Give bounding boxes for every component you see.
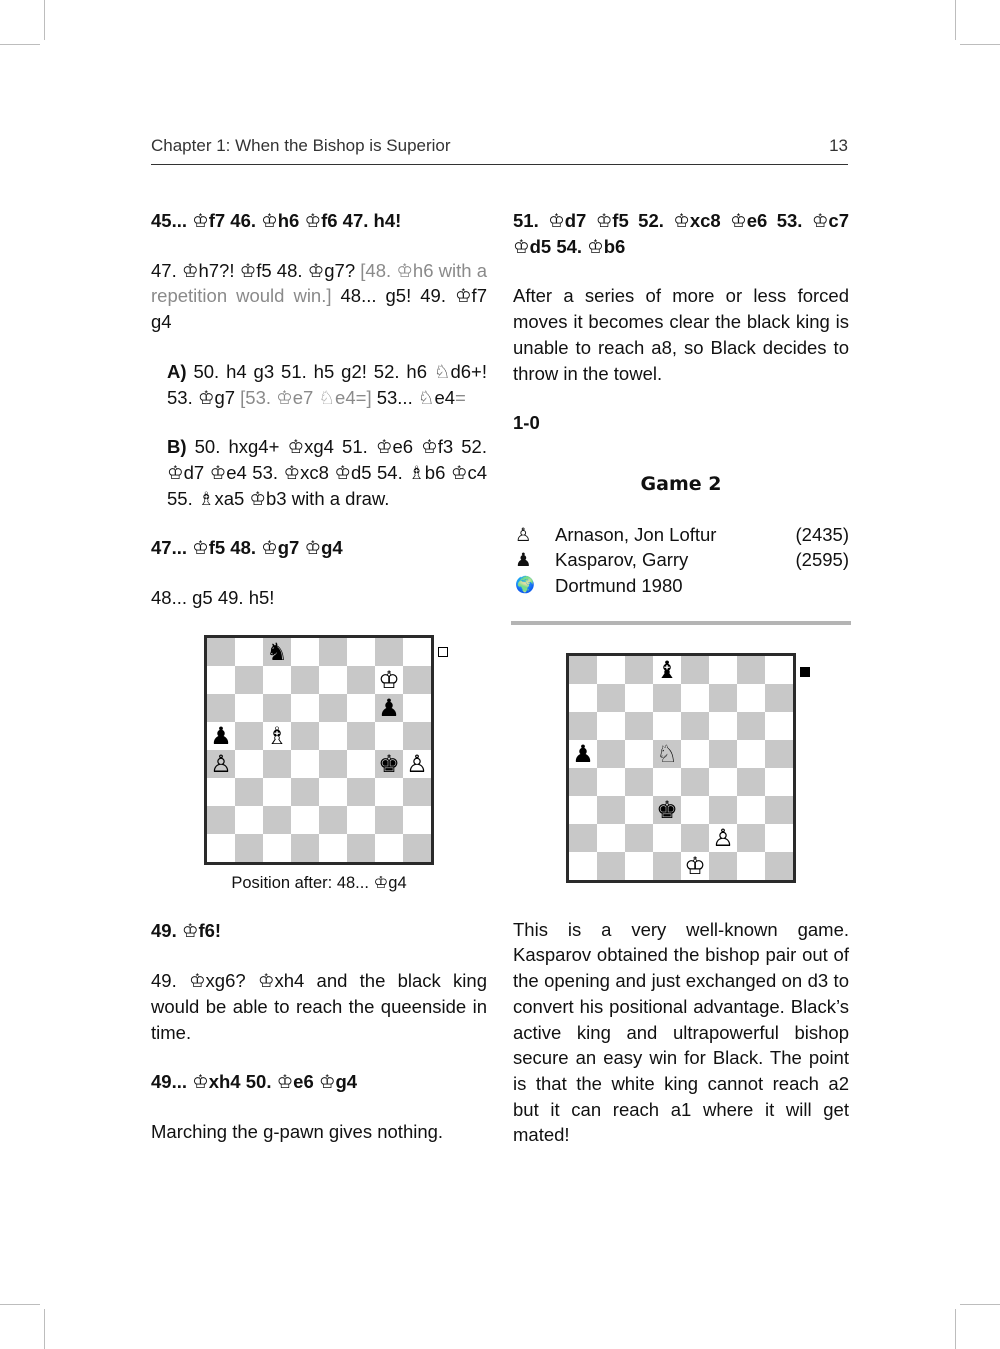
square-e5 <box>319 722 347 750</box>
square-b8 <box>235 638 263 666</box>
square-b4 <box>597 768 625 796</box>
square-g4 <box>737 768 765 796</box>
square-f7 <box>709 684 737 712</box>
square-g6 <box>737 712 765 740</box>
square-d6 <box>291 694 319 722</box>
square-e6 <box>319 694 347 722</box>
square-a1 <box>207 834 235 862</box>
player-rating: (2435) <box>795 523 849 545</box>
square-g1 <box>375 834 403 862</box>
square-g7 <box>375 666 403 694</box>
square-d5 <box>291 722 319 750</box>
chess-piece-icon: ♙ <box>210 749 232 778</box>
chess-piece-icon: ♝ <box>656 655 678 684</box>
square-c2 <box>625 824 653 852</box>
separator-rule <box>511 621 851 625</box>
crop-mark <box>0 44 40 45</box>
square-g5 <box>737 740 765 768</box>
chess-piece-icon: ♟ <box>210 721 232 750</box>
square-e1 <box>681 852 709 880</box>
square-c3 <box>625 796 653 824</box>
square-g3 <box>737 796 765 824</box>
crop-mark <box>955 1309 956 1349</box>
square-a8 <box>569 656 597 684</box>
move-line: 47... ♔f5 48. ♔g7 ♔g4 <box>151 537 343 559</box>
square-e3 <box>319 778 347 806</box>
square-c1 <box>625 852 653 880</box>
variation-label: B) <box>167 436 187 458</box>
variation-a: A) 50. h4 g3 51. h5 g2! 52. h6 ♘d6+! 53. ♔g7 [53. ♔e7 ♘e4=] 53... ♘e4= <box>167 360 487 408</box>
square-b3 <box>597 796 625 824</box>
player-name: Arnason, Jon Loftur <box>555 523 717 545</box>
move-line: 49... ♔xh4 50. ♔e6 ♔g4 <box>151 1071 358 1093</box>
chess-piece-icon: ♗ <box>266 721 288 750</box>
crop-mark <box>44 1309 45 1349</box>
chess-piece-icon: ♚ <box>656 795 678 824</box>
square-g3 <box>375 778 403 806</box>
crop-mark <box>960 1304 1000 1305</box>
square-h5 <box>765 740 793 768</box>
square-e5 <box>681 740 709 768</box>
square-g2 <box>737 824 765 852</box>
square-b5 <box>235 722 263 750</box>
square-e7 <box>319 666 347 694</box>
square-b7 <box>597 684 625 712</box>
square-e4 <box>319 750 347 778</box>
square-d3 <box>653 796 681 824</box>
square-e1 <box>319 834 347 862</box>
black-to-move-marker <box>800 667 810 677</box>
square-f7 <box>347 666 375 694</box>
square-f5 <box>347 722 375 750</box>
square-e4 <box>681 768 709 796</box>
right-column <box>513 208 849 1172</box>
square-a1 <box>569 852 597 880</box>
square-a5 <box>569 740 597 768</box>
chess-piece-icon: ♙ <box>406 749 428 778</box>
square-b3 <box>235 778 263 806</box>
square-a6 <box>207 694 235 722</box>
commentary-paragraph: This is a very well-known game. Kasparov obtained the bishop pair out of the opening and just exchanged on d3 to convert his positional advantage. Black’s active king and ultrapowerful bishop secure an easy win for Black. The point is that the white king cannot reach a2 but it can reach a1 where it will get mated! <box>513 918 849 1146</box>
square-a2 <box>207 806 235 834</box>
square-a3 <box>569 796 597 824</box>
square-c2 <box>263 806 291 834</box>
diagram-caption: Position after: 48... ♔g4 <box>231 873 407 892</box>
square-h6 <box>403 694 431 722</box>
square-c8 <box>625 656 653 684</box>
square-b5 <box>597 740 625 768</box>
square-h2 <box>403 806 431 834</box>
chess-piece-icon: ♞ <box>266 637 288 666</box>
left-column <box>151 208 487 1169</box>
square-e3 <box>681 796 709 824</box>
square-f8 <box>347 638 375 666</box>
crop-mark <box>960 44 1000 45</box>
square-e8 <box>319 638 347 666</box>
square-d1 <box>291 834 319 862</box>
square-f5 <box>709 740 737 768</box>
square-d8 <box>291 638 319 666</box>
square-d2 <box>291 806 319 834</box>
square-c4 <box>263 750 291 778</box>
square-h1 <box>765 852 793 880</box>
move-line: 45... ♔f7 46. ♔h6 ♔f6 47. h4! <box>151 210 402 231</box>
square-f6 <box>709 712 737 740</box>
square-c5 <box>263 722 291 750</box>
square-a7 <box>207 666 235 694</box>
square-b6 <box>235 694 263 722</box>
square-f1 <box>347 834 375 862</box>
square-b1 <box>235 834 263 862</box>
square-g8 <box>737 656 765 684</box>
square-g6 <box>375 694 403 722</box>
square-b8 <box>597 656 625 684</box>
event-row <box>513 573 849 599</box>
square-h3 <box>765 796 793 824</box>
square-a4 <box>207 750 235 778</box>
square-c1 <box>263 834 291 862</box>
square-c7 <box>625 684 653 712</box>
square-d8 <box>653 656 681 684</box>
square-h2 <box>765 824 793 852</box>
square-e7 <box>681 684 709 712</box>
commentary-paragraph: 47. ♔h7?! ♔f5 48. ♔g7? [48. ♔h6 with a repetition would win.] 48... g5! 49. ♔f7 g4 <box>151 259 487 333</box>
square-c8 <box>263 638 291 666</box>
game-info <box>513 522 849 599</box>
chess-piece-icon: ♔ <box>378 665 400 694</box>
square-e2 <box>319 806 347 834</box>
commentary-paragraph: 49. ♔xg6? ♔xh4 and the black king would be able to reach the queenside in time. <box>151 970 487 1043</box>
square-c6 <box>263 694 291 722</box>
variation-b: B) 50. hxg4+ ♔xg4 51. ♔e6 ♔f3 52. ♔d7 ♔e4 53. ♔xc8 ♔d5 54. ♗b6 ♔c4 55. ♗xa5 ♔b3 with a draw. <box>167 436 487 509</box>
square-d7 <box>291 666 319 694</box>
white-player-row <box>513 522 849 548</box>
player-rating: (2595) <box>795 549 849 571</box>
square-c3 <box>263 778 291 806</box>
square-h4 <box>403 750 431 778</box>
square-h8 <box>765 656 793 684</box>
black-pawn-icon: ♟ <box>515 549 532 571</box>
white-to-move-marker <box>438 647 448 657</box>
crop-mark <box>955 0 956 40</box>
diagram-1 <box>204 635 434 897</box>
square-h8 <box>403 638 431 666</box>
square-b1 <box>597 852 625 880</box>
square-b2 <box>235 806 263 834</box>
chess-piece-icon: ♟ <box>378 693 400 722</box>
variation-label: A) <box>167 360 187 382</box>
running-header <box>151 134 848 165</box>
black-player-row <box>513 547 849 573</box>
square-g2 <box>375 806 403 834</box>
move-line: 51. ♔d7 ♔f5 52. ♔xc8 ♔e6 53. ♔c7 ♔d5 54. ♔b6 <box>513 210 849 257</box>
diagram-2 <box>566 653 796 883</box>
square-d4 <box>653 768 681 796</box>
chess-board <box>204 635 434 865</box>
square-f6 <box>347 694 375 722</box>
square-c4 <box>625 768 653 796</box>
square-c5 <box>625 740 653 768</box>
square-h5 <box>403 722 431 750</box>
square-f2 <box>709 824 737 852</box>
square-a7 <box>569 684 597 712</box>
chess-piece-icon: ♘ <box>656 739 678 768</box>
square-e2 <box>681 824 709 852</box>
square-f4 <box>709 768 737 796</box>
square-f3 <box>347 778 375 806</box>
chess-piece-icon: ♙ <box>712 823 734 852</box>
square-h3 <box>403 778 431 806</box>
square-e8 <box>681 656 709 684</box>
square-h7 <box>765 684 793 712</box>
square-g5 <box>375 722 403 750</box>
chess-board <box>566 653 796 883</box>
square-c7 <box>263 666 291 694</box>
game-result: 1-0 <box>513 412 540 434</box>
commentary-paragraph: 48... g5 49. h5! <box>151 587 275 609</box>
commentary-paragraph: Marching the g-pawn gives nothing. <box>151 1120 444 1142</box>
square-d2 <box>653 824 681 852</box>
square-f4 <box>347 750 375 778</box>
square-b4 <box>235 750 263 778</box>
square-d5 <box>653 740 681 768</box>
crop-mark <box>0 1304 40 1305</box>
square-f2 <box>347 806 375 834</box>
square-d4 <box>291 750 319 778</box>
square-a8 <box>207 638 235 666</box>
chess-piece-icon: ♟ <box>572 739 594 768</box>
square-a6 <box>569 712 597 740</box>
square-h4 <box>765 768 793 796</box>
square-f8 <box>709 656 737 684</box>
square-d7 <box>653 684 681 712</box>
square-b6 <box>597 712 625 740</box>
grey-variation: [53. ♔e7 ♘e4=] <box>240 386 372 408</box>
white-pawn-icon: ♙ <box>515 523 532 545</box>
square-a3 <box>207 778 235 806</box>
globe-icon: 🌍 <box>515 577 535 595</box>
page-number: 13 <box>829 136 848 155</box>
square-b2 <box>597 824 625 852</box>
player-name: Kasparov, Garry <box>555 549 689 571</box>
square-f1 <box>709 852 737 880</box>
square-b7 <box>235 666 263 694</box>
square-c6 <box>625 712 653 740</box>
commentary-paragraph: After a series of more or less forced moves it becomes clear the black king is unable to reach a8, so Black decides to throw in the towel. <box>513 285 849 384</box>
square-g7 <box>737 684 765 712</box>
square-h6 <box>765 712 793 740</box>
square-d3 <box>291 778 319 806</box>
square-d1 <box>653 852 681 880</box>
square-a4 <box>569 768 597 796</box>
square-g4 <box>375 750 403 778</box>
square-h1 <box>403 834 431 862</box>
event-name: Dortmund 1980 <box>555 575 683 597</box>
square-a2 <box>569 824 597 852</box>
square-f3 <box>709 796 737 824</box>
square-e6 <box>681 712 709 740</box>
square-d6 <box>653 712 681 740</box>
chapter-title: Chapter 1: When the Bishop is Superior <box>151 136 451 155</box>
square-g8 <box>375 638 403 666</box>
chess-piece-icon: ♔ <box>684 851 706 880</box>
square-g1 <box>737 852 765 880</box>
crop-mark <box>44 0 45 40</box>
grey-variation: [48. ♔h6 with a repetition would win.] <box>151 259 487 307</box>
square-h7 <box>403 666 431 694</box>
chess-piece-icon: ♚ <box>378 749 400 778</box>
square-a5 <box>207 722 235 750</box>
move-line: 49. ♔f6! <box>151 920 222 942</box>
game-title: Game 2 <box>640 472 722 495</box>
